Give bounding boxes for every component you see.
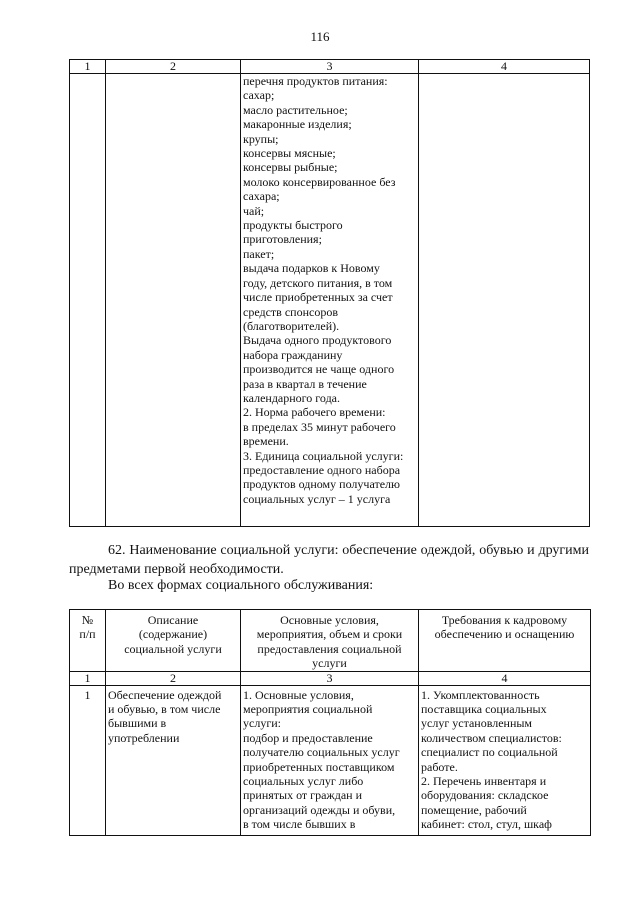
text-line: набора гражданину xyxy=(243,347,343,362)
page-number: 116 xyxy=(310,29,330,44)
cell-description xyxy=(106,74,241,527)
cell-requirements xyxy=(419,74,590,527)
text-line: году, детского питания, в том xyxy=(243,275,393,290)
row-requirements: 1. Укомплектованность поставщика социальных услуг установленным количеством специалистов: специалист по социальной работе. 2. Перечень инвентаря и оборудования: складское помещение, рабочий кабинет: стол, стул, шкаф xyxy=(419,685,591,835)
text-line: чай; xyxy=(243,203,265,218)
header-conditions: Основные условия, мероприятия, объем и сроки предоставления социальной услуги xyxy=(241,610,419,672)
text-line: масло растительное; xyxy=(243,102,348,117)
header-description: Описание (содержание) социальной услуги xyxy=(106,610,241,672)
continuation-table xyxy=(69,59,590,527)
text-line: предоставление одного набора xyxy=(243,462,401,477)
text-line: раза в квартал в течение xyxy=(243,376,367,391)
text-line: перечня продуктов питания: xyxy=(243,74,388,88)
text-line: производится не чаще одного xyxy=(243,362,395,377)
row-num: 1 xyxy=(70,685,106,835)
continuation-row xyxy=(70,74,590,527)
text-line: сахар; xyxy=(243,88,275,103)
header-row xyxy=(70,610,591,672)
text-line: продуктов одному получателю xyxy=(243,477,400,492)
col-number-2: 2 xyxy=(106,671,241,685)
col-number-3: 3 xyxy=(241,671,419,685)
text-line: числе приобретенных за счет xyxy=(243,290,393,305)
text-line: календарного года. xyxy=(243,390,341,405)
row-description: Обеспечение одеждой и обувью, в том числе бывшими в употреблении xyxy=(106,685,241,835)
text-line: 3. Единица социальной услуги: xyxy=(243,448,404,463)
col-number-4: 4 xyxy=(419,671,591,685)
text-line: сахара; xyxy=(243,189,280,204)
text-line: пакет; xyxy=(243,246,275,261)
text-line: молоко консервированное без xyxy=(243,174,396,189)
text-line: 2. Норма рабочего времени: xyxy=(243,405,386,420)
text-line: крупы; xyxy=(243,131,279,146)
text-line: макаронные изделия; xyxy=(243,117,352,132)
section-subheading: Во всех формах социального обслуживания: xyxy=(108,578,374,593)
column-number-row xyxy=(70,60,590,74)
conditions-text xyxy=(243,74,416,506)
table-row xyxy=(70,685,591,835)
text-line: в пределах 35 минут рабочего xyxy=(243,419,396,434)
service-table xyxy=(69,609,591,836)
text-line: приготовления; xyxy=(243,232,322,247)
col-number-3: 3 xyxy=(241,60,419,74)
column-number-row xyxy=(70,671,591,685)
header-requirements: Требования к кадровому обеспечению и оснащению xyxy=(419,610,591,672)
text-line: Выдача одного продуктового xyxy=(243,333,392,348)
text-line: социальных услуг – 1 услуга xyxy=(243,491,391,506)
col-number-1: 1 xyxy=(70,671,106,685)
text-line: времени. xyxy=(243,434,289,449)
row-conditions: 1. Основные условия, мероприятия социальной услуги: подбор и предоставление получателю социальных услуг приобретенных поставщиком социальных услуг либо принятых от граждан и организаций одежды и обуви, в том числе бывших в xyxy=(241,685,419,835)
col-number-1: 1 xyxy=(70,60,106,74)
col-number-4: 4 xyxy=(419,60,590,74)
text-line: консервы мясные; xyxy=(243,146,336,161)
col-number-2: 2 xyxy=(106,60,241,74)
text-line: средств спонсоров xyxy=(243,304,338,319)
cell-conditions xyxy=(241,74,419,527)
text-line: (благотворителей). xyxy=(243,318,340,333)
header-num: № п/п xyxy=(70,610,106,672)
text-line: консервы рыбные; xyxy=(243,160,338,175)
cell-num xyxy=(70,74,106,527)
text-line: продукты быстрого xyxy=(243,218,343,233)
section-heading: 62. Наименование социальной услуги: обеспечение одеждой, обувью и другими предметами первой необходимости. xyxy=(69,543,589,577)
text-line: выдача подарков к Новому xyxy=(243,261,380,276)
